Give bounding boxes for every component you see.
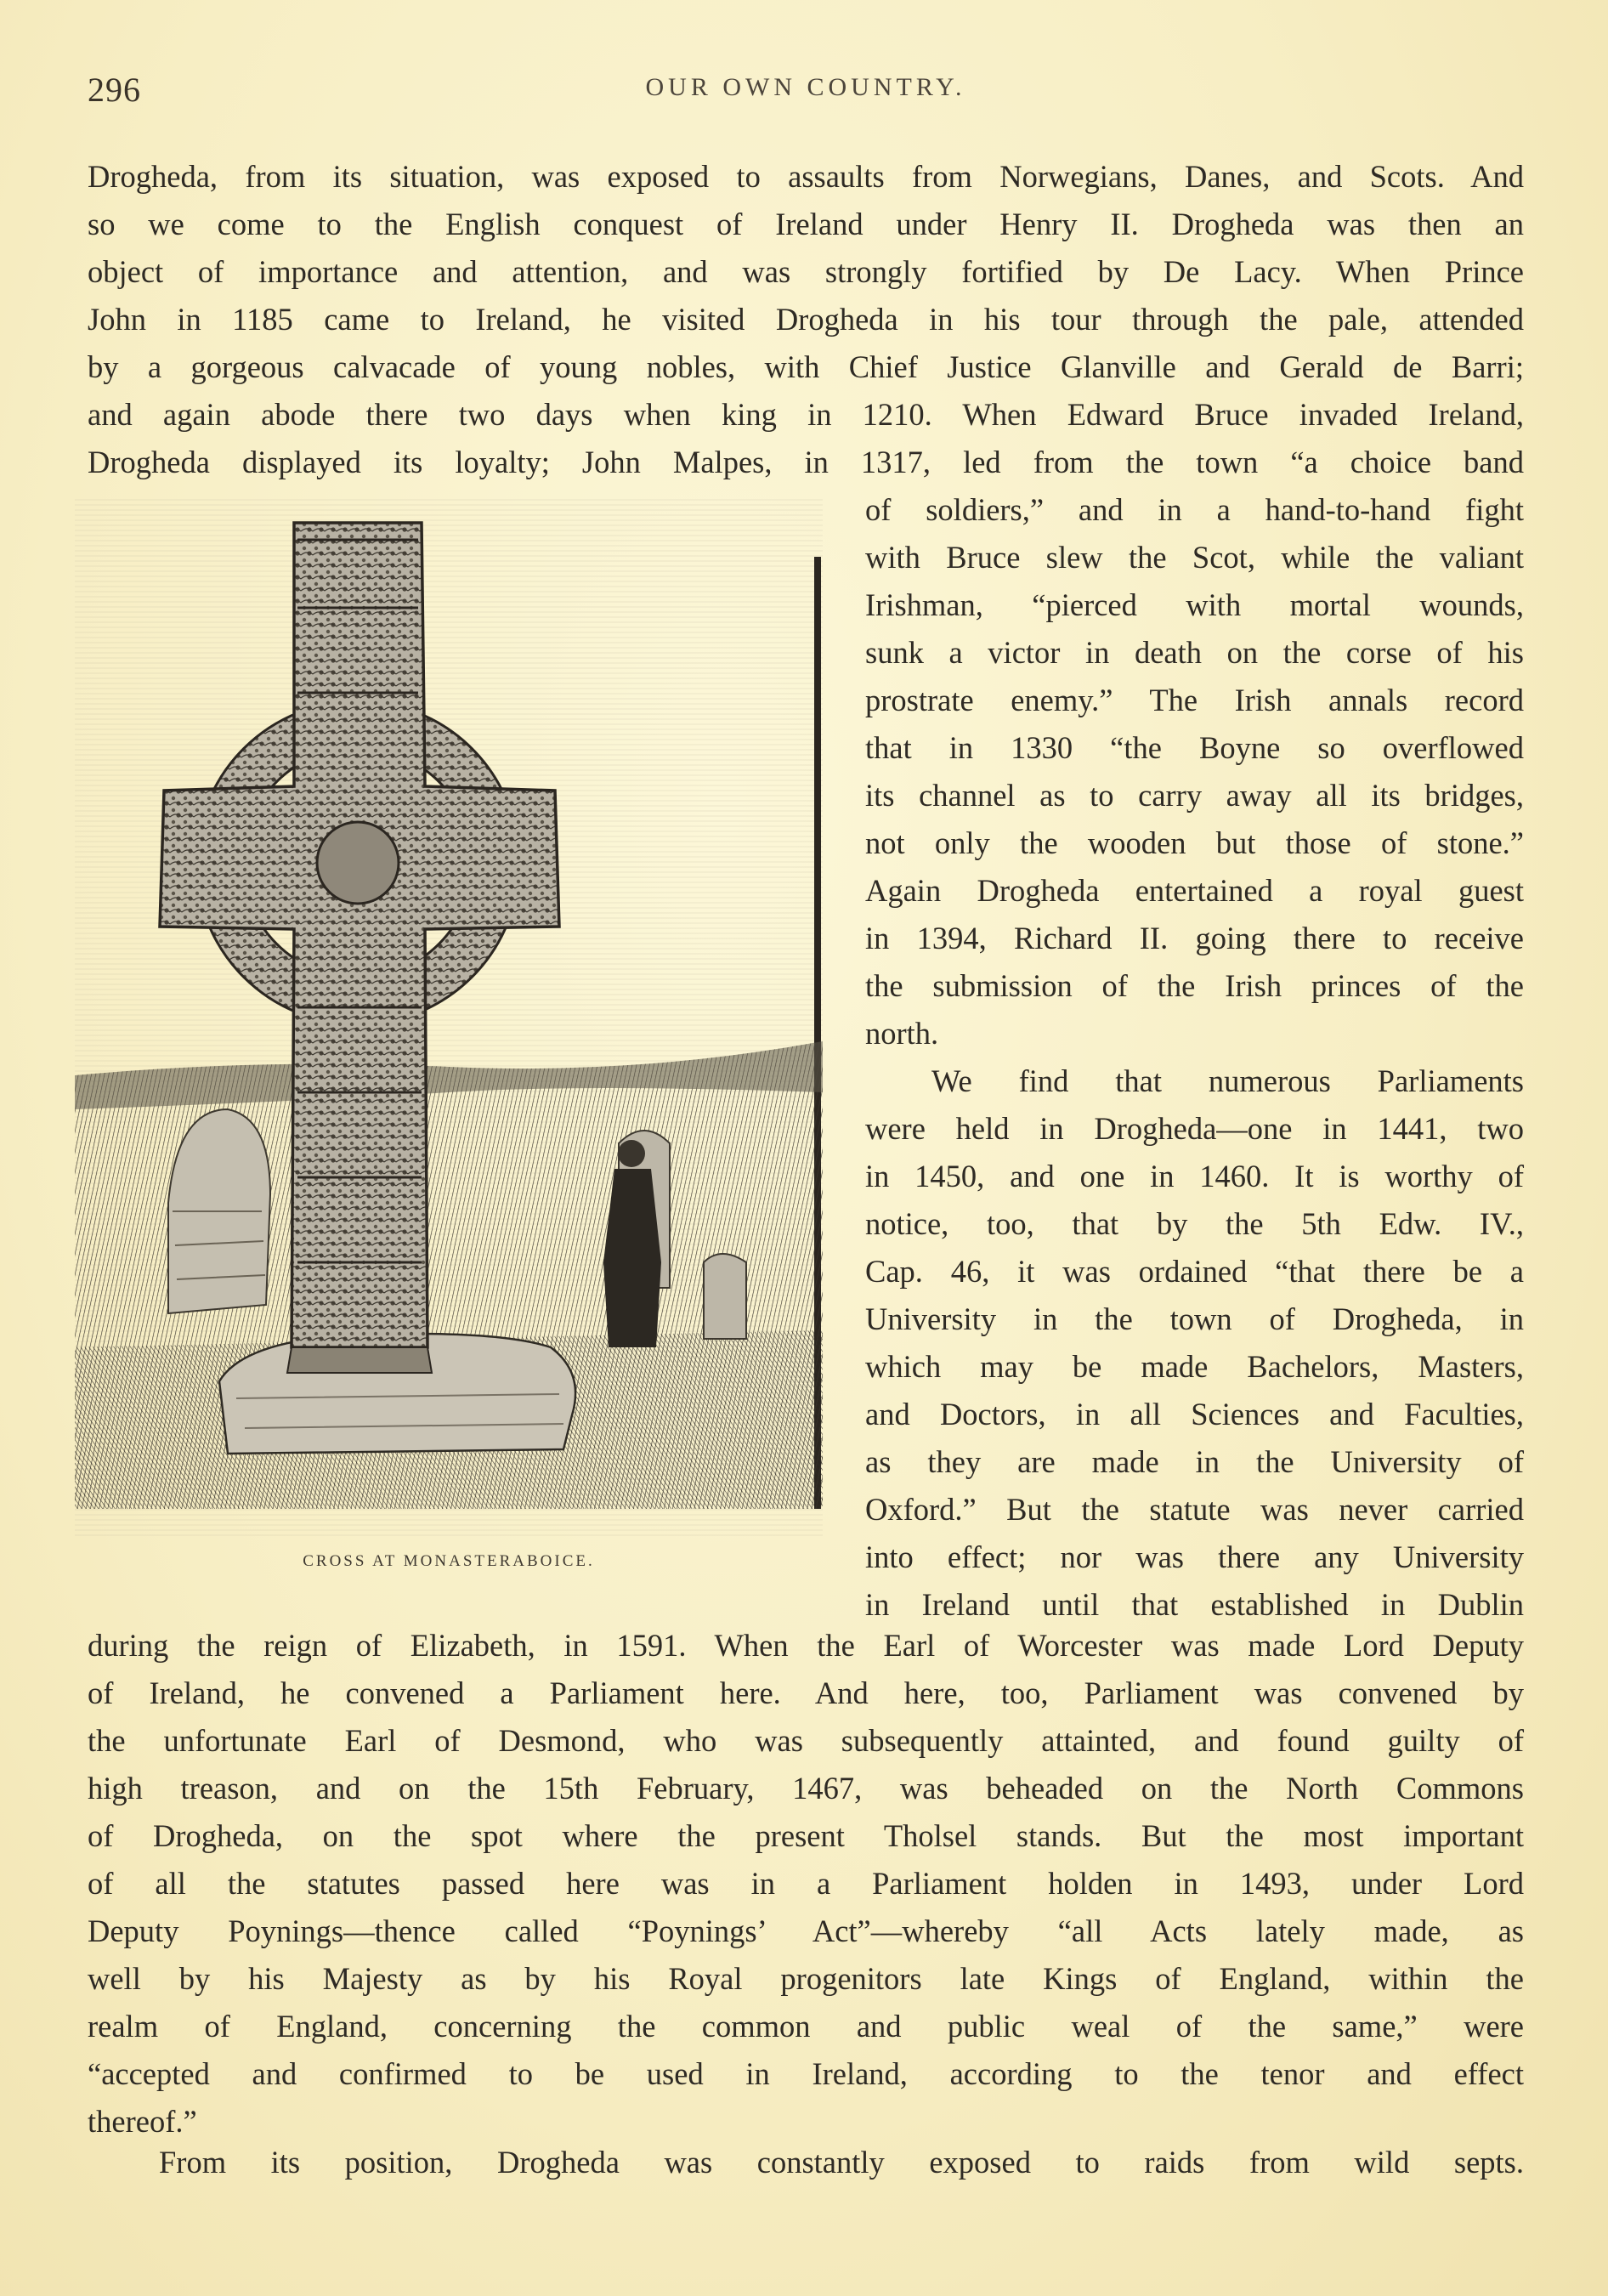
- text-line: with Bruce slew the Scot, while the valiant: [865, 540, 1524, 575]
- text-line: north.: [865, 1016, 939, 1051]
- text-line: the unfortunate Earl of Desmond, who was subsequently attainted, and found guilty of: [88, 1723, 1524, 1758]
- text-line: and Doctors, in all Sciences and Faculties,: [865, 1397, 1524, 1431]
- text-line: Irishman, “pierced with mortal wounds,: [865, 587, 1524, 622]
- text-line: as they are made in the University of: [865, 1444, 1524, 1479]
- text-line: in 1394, Richard II. going there to receive: [865, 921, 1524, 955]
- text-line: in 1450, and one in 1460. It is worthy of: [865, 1159, 1524, 1193]
- text-line: We find that numerous Parliaments: [931, 1063, 1524, 1098]
- text-line: Deputy Poynings—thence called “Poynings’ Act”—whereby “all Acts lately made, as: [88, 1913, 1524, 1948]
- text-line: so we come to the English conquest of Ireland under Henry II. Drogheda was then an: [88, 207, 1524, 241]
- opening-paragraph: [88, 153, 1524, 486]
- text-line: of Drogheda, on the spot where the present Tholsel stands. But the most important: [88, 1818, 1524, 1853]
- text-line: its channel as to carry away all its bridges,: [865, 778, 1524, 813]
- text-line: Again Drogheda entertained a royal guest: [865, 873, 1524, 908]
- text-line: Oxford.” But the statute was never carried: [865, 1492, 1524, 1527]
- page-number: 296: [88, 71, 141, 109]
- text-line: Drogheda, from its situation, was exposed to assaults from Norwegians, Danes, and Scots. And: [88, 159, 1524, 194]
- column-paragraph-2: [865, 1057, 1524, 1629]
- text-line: that in 1330 “the Boyne so overflowed: [865, 730, 1524, 765]
- illustration-cross: [75, 497, 823, 1570]
- text-line: which may be made Bachelors, Masters,: [865, 1349, 1524, 1384]
- text-line: by a gorgeous calvacade of young nobles, with Chief Justice Glanville and Gerald de Barri;: [88, 349, 1524, 384]
- text-line: in Ireland until that established in Dublin: [865, 1587, 1524, 1622]
- text-line: sunk a victor in death on the corse of his: [865, 635, 1524, 670]
- running-title: OUR OWN COUNTRY.: [645, 73, 966, 101]
- text-line: University in the town of Drogheda, in: [865, 1301, 1524, 1336]
- text-line: the submission of the Irish princes of the: [865, 968, 1524, 1003]
- text-line: during the reign of Elizabeth, in 1591. When the Earl of Worcester was made Lord Deputy: [88, 1628, 1524, 1663]
- text-line: into effect; nor was there any University: [865, 1539, 1524, 1574]
- column-paragraph-1: [865, 486, 1524, 1057]
- text-line: high treason, and on the 15th February, 1467, was beheaded on the North Commons: [88, 1771, 1524, 1806]
- text-line: not only the wooden but those of stone.”: [865, 825, 1524, 860]
- celtic-cross-engraving: [75, 497, 823, 1539]
- text-line: and again abode there two days when king in 1210. When Edward Bruce invaded Ireland,: [88, 397, 1524, 432]
- text-line: notice, too, that by the 5th Edw. IV.,: [865, 1206, 1524, 1241]
- text-line: of Ireland, he convened a Parliament here. And here, too, Parliament was convened by: [88, 1675, 1524, 1710]
- running-head: [88, 70, 1524, 112]
- text-line: Drogheda displayed its loyalty; John Malpes, in 1317, led from the town “a choice band: [88, 445, 1524, 479]
- text-line: prostrate enemy.” The Irish annals record: [865, 683, 1524, 717]
- text-line: of soldiers,” and in a hand-to-hand fight: [865, 492, 1524, 527]
- text-line: John in 1185 came to Ireland, he visited Drogheda in his tour through the pale, attended: [88, 302, 1524, 337]
- text-line: From its position, Drogheda was constantly exposed to raids from wild septs.: [159, 2145, 1524, 2180]
- text-line: well by his Majesty as by his Royal progenitors late Kings of England, within the: [88, 1961, 1524, 1996]
- text-line: thereof.”: [88, 2104, 197, 2139]
- text-line: were held in Drogheda—one in 1441, two: [865, 1111, 1524, 1146]
- text-line: object of importance and attention, and was strongly fortified by De Lacy. When Prince: [88, 254, 1524, 289]
- final-paragraph: [88, 2139, 1524, 2186]
- text-line: Cap. 46, it was ordained “that there be a: [865, 1254, 1524, 1289]
- text-line: of all the statutes passed here was in a Parliament holden in 1493, under Lord: [88, 1866, 1524, 1901]
- closing-paragraph: [88, 1622, 1524, 2146]
- text-line: “accepted and confirmed to be used in Ireland, according to the tenor and effect: [88, 2056, 1524, 2091]
- text-line: realm of England, concerning the common and public weal of the same,” were: [88, 2009, 1524, 2044]
- figure-caption: CROSS AT MONASTERABOICE.: [303, 1552, 595, 1570]
